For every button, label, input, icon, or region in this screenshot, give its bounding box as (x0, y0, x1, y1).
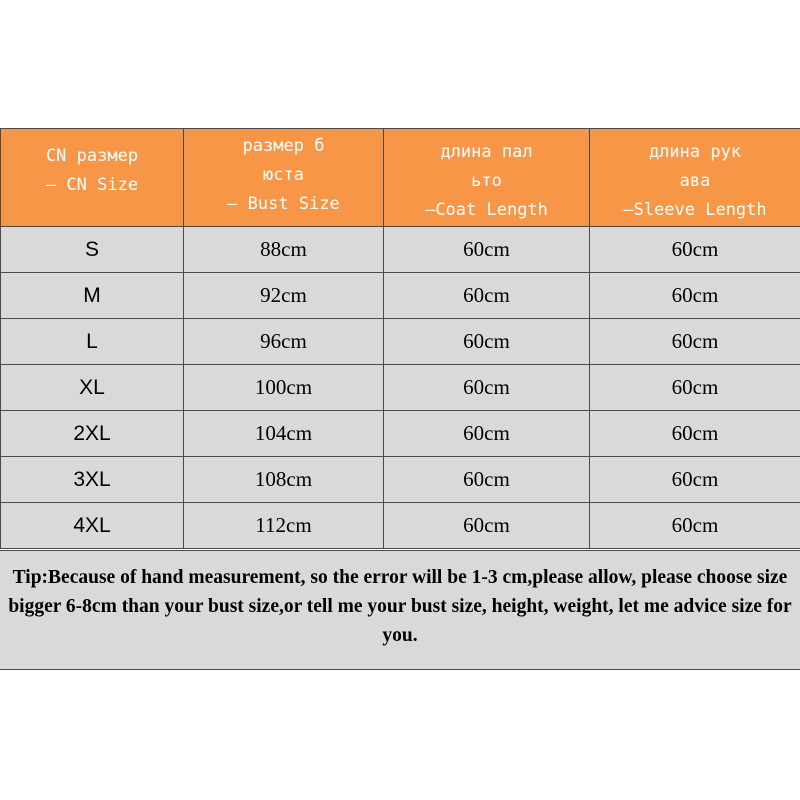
tip-box (0, 550, 800, 670)
sleeve-length-cell: 60cm (590, 457, 800, 503)
header-label: CN размер – CN Size (45, 145, 139, 195)
header-label: размер б юста – Bust Size (227, 136, 340, 214)
header-sleeve-length (590, 129, 800, 227)
size-cell: 3XL (1, 457, 184, 503)
bust-cell: 88cm (184, 227, 384, 273)
header-label: длина пал ьто –Coat Length (425, 142, 548, 220)
table-row (1, 365, 800, 411)
sleeve-length-cell: 60cm (590, 227, 800, 273)
coat-length-cell: 60cm (384, 457, 590, 503)
table-row (1, 319, 800, 365)
bust-cell: 104cm (184, 411, 384, 457)
table-row (1, 503, 800, 549)
coat-length-cell: 60cm (384, 365, 590, 411)
coat-length-cell: 60cm (384, 227, 590, 273)
table-row (1, 273, 800, 319)
coat-length-cell: 60cm (384, 319, 590, 365)
header-label: длина рук ава –Sleeve Length (623, 142, 767, 220)
size-cell: 4XL (1, 503, 184, 549)
table-row (1, 411, 800, 457)
size-cell: M (1, 273, 184, 319)
header-row (1, 129, 800, 227)
sleeve-length-cell: 60cm (590, 319, 800, 365)
coat-length-cell: 60cm (384, 503, 590, 549)
size-cell: 2XL (1, 411, 184, 457)
coat-length-cell: 60cm (384, 411, 590, 457)
header-cn-size (1, 129, 184, 227)
bust-cell: 108cm (184, 457, 384, 503)
sleeve-length-cell: 60cm (590, 273, 800, 319)
header-bust-size (184, 129, 384, 227)
bust-cell: 96cm (184, 319, 384, 365)
bust-cell: 92cm (184, 273, 384, 319)
table-row (1, 227, 800, 273)
coat-length-cell: 60cm (384, 273, 590, 319)
sleeve-length-cell: 60cm (590, 365, 800, 411)
size-cell: L (1, 319, 184, 365)
tip-text: Tip:Because of hand measurement, so the error will be 1-3 cm,please allow, please choose size bigger 6-8cm than your bust size,or tell me your bust size, height, weight, let me advice size for you. (8, 566, 792, 646)
table-row (1, 457, 800, 503)
sleeve-length-cell: 60cm (590, 411, 800, 457)
size-table (0, 128, 800, 549)
size-cell: XL (1, 365, 184, 411)
sleeve-length-cell: 60cm (590, 503, 800, 549)
size-chart (0, 128, 800, 671)
size-cell: S (1, 227, 184, 273)
bust-cell: 100cm (184, 365, 384, 411)
header-coat-length (384, 129, 590, 227)
bust-cell: 112cm (184, 503, 384, 549)
